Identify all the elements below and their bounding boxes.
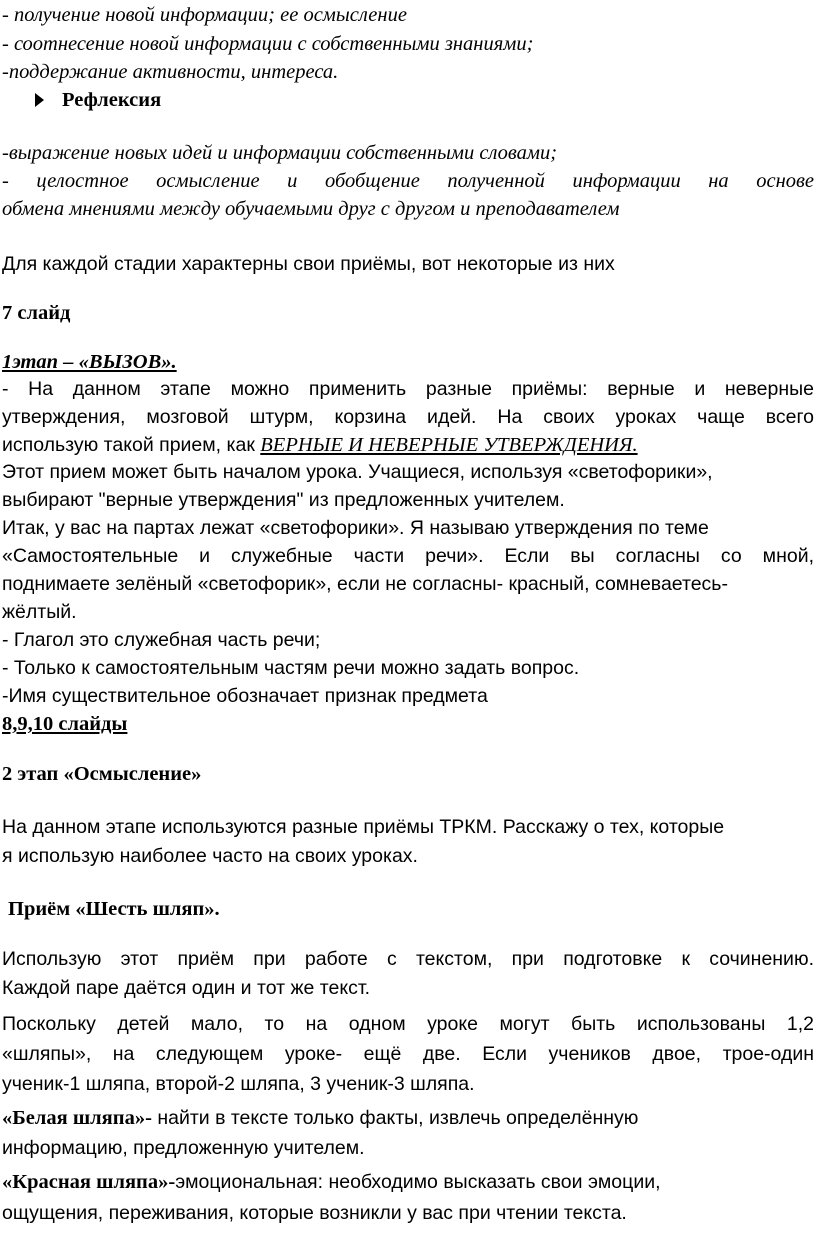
six-hats-line-4: «шляпы», на следующем уроке- ещё две. Если учеников двое, трое-один [2,1043,814,1065]
white-hat-line-2: информацию, предложенную учителем. [2,1137,365,1159]
true-false-statements-term: ВЕРНЫЕ И НЕВЕРНЫЕ УТВЕРЖДЕНИЯ. [260,434,638,456]
stage-1-line-7: «Самостоятельные и служебные части речи». Если вы согласны со мной, [2,545,814,567]
stage-1-line-2: утверждения, мозговой штурм, корзина идей. На своих уроках чаще всего [2,406,814,428]
slides-8-10-label: 8,9,10 слайды [2,713,128,735]
white-hat-label: «Белая шляпа»- [2,1107,152,1129]
stage-1-heading: 1этап – «ВЫЗОВ». [2,351,177,373]
slide-7-label: 7 слайд [2,302,71,324]
triangle-bullet-icon [35,93,44,107]
intro-line-2: - соотнесение новой информации с собственными знаниями; [2,33,534,55]
six-hats-heading: Приём «Шесть шляп». [8,898,220,920]
six-hats-line-3: Поскольку детей мало, то на одном уроке могут быть использованы 1,2 [2,1013,814,1035]
red-hat-line-2: ощущения, переживания, которые возникли у вас при чтении текста. [2,1202,627,1224]
stage-1-line-4: Этот прием может быть началом урока. Учащиеся, используя «светофорики», [2,461,713,483]
reflection-line-2: - целостное осмысление и обобщение полученной информации на основе [2,170,814,192]
intro-line-3: -поддержание активности, интереса. [2,61,339,83]
stage-2-line-1: На данном этапе используются разные приёмы ТРКМ. Расскажу о тех, которые [2,816,725,838]
six-hats-line-1: Использую этот приём при работе с текстом, при подготовке к сочинению. [2,948,814,970]
stage-1-line-5: выбирают "верные утверждения" из предложенных учителем. [2,489,565,511]
statement-3: -Имя существительное обозначает признак предмета [2,685,488,707]
six-hats-line-5: ученик-1 шляпа, второй-2 шляпа, 3 ученик-3 шляпа. [2,1073,475,1095]
white-hat-line-1 [2,1106,814,1130]
stage-1-line-9: жёлтый. [2,601,77,623]
statement-2: - Только к самостоятельным частям речи можно задать вопрос. [2,657,580,679]
stage-1-line-8: поднимаете зелёный «светофорик», если не согласны- красный, сомневаетесь- [2,573,728,595]
white-hat-text: найти в тексте только факты, извлечь определённую [151,1107,639,1129]
reflection-line-1: -выражение новых идей и информации собственными словами; [2,142,558,164]
reflection-heading: Рефлексия [62,89,162,111]
stage-1-line-1: - На данном этапе можно применить разные приёмы: верные и неверные [2,378,814,400]
stage-2-heading: 2 этап «Осмысление» [2,763,202,785]
stage-1-line-3-text: использую такой прием, как [2,434,261,456]
stage-1-line-3 [2,433,814,457]
red-hat-label: «Красная шляпа»- [2,1171,176,1193]
intro-line-1: - получение новой информации; ее осмысление [2,4,407,26]
six-hats-line-2: Каждой паре даётся один и тот же текст. [2,977,371,999]
stage-2-line-2: я использую наиболее часто на своих уроках. [2,845,418,867]
statement-1: - Глагол это служебная часть речи; [2,629,321,651]
stages-intro: Для каждой стадии характерны свои приёмы, вот некоторые из них [2,253,615,275]
stage-1-line-6: Итак, у вас на партах лежат «светофорики». Я называю утверждения по теме [2,517,709,539]
red-hat-text: эмоциональная: необходимо высказать свои эмоции, [175,1171,661,1193]
red-hat-line-1 [2,1170,814,1194]
reflection-line-3: обмена мнениями между обучаемыми друг с другом и преподавателем [2,198,620,220]
